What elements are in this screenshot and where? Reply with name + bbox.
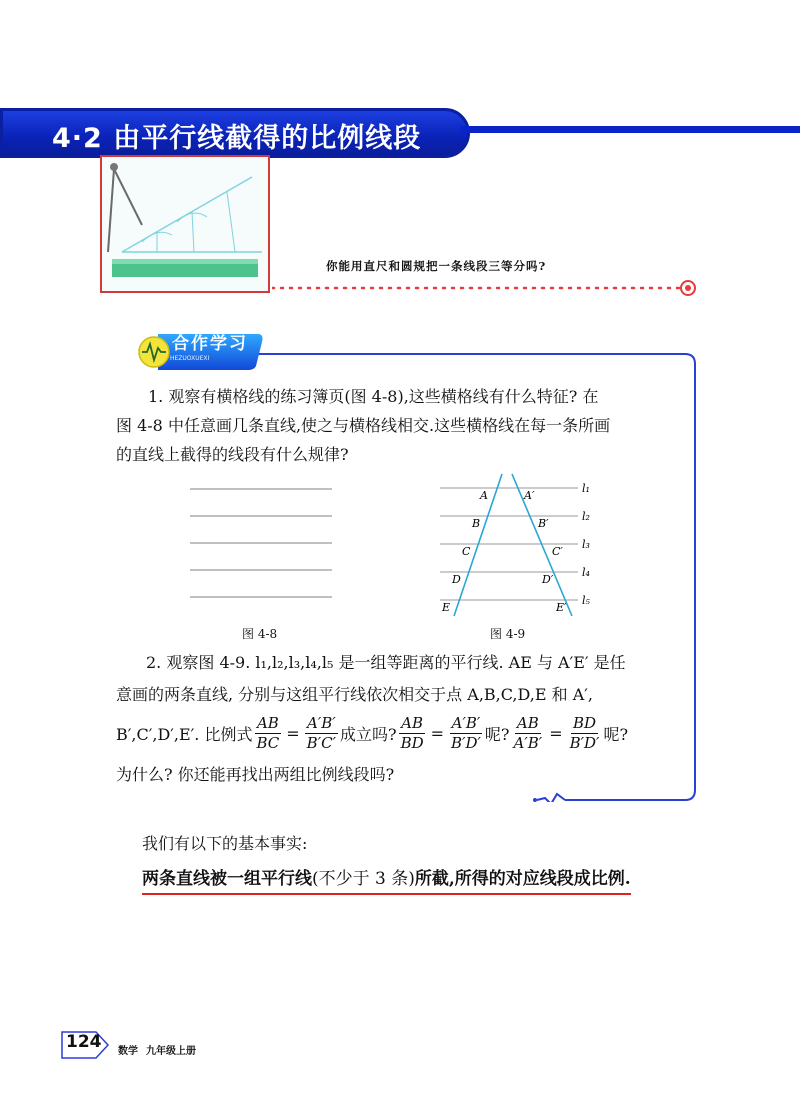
basic-fact-statement — [142, 864, 631, 895]
footer-volume: 九年级上册 — [146, 1046, 196, 1057]
intro-question: 你能用直尺和圆规把一条线段三等分吗? — [326, 259, 547, 273]
point-label: D′ — [542, 573, 554, 586]
point-label: D — [452, 573, 461, 586]
dotted-divider — [272, 286, 682, 290]
fraction-denominator: A′B′ — [513, 733, 543, 752]
point-label: C′ — [552, 545, 563, 558]
point-label: B′ — [538, 517, 549, 530]
point-label: B — [472, 517, 481, 530]
task-1-line: 的直线上截得的线段有什么规律? — [116, 445, 349, 464]
fraction — [305, 714, 338, 753]
fraction-numerator: AB — [256, 713, 279, 732]
task-2-line: 2. 观察图 4-9. l₁,l₂,l₃,l₄,l₅ 是一组等距离的平行线. AE 与 A′E′ 是任 — [146, 653, 626, 672]
fraction-denominator: B′D′ — [569, 733, 600, 752]
section-title: 4·2 由平行线截得的比例线段 — [52, 123, 422, 154]
point-label: A — [480, 489, 488, 502]
line-label: l₃ — [582, 538, 590, 551]
fraction — [399, 714, 426, 753]
task-1-line: 1. 观察有横格线的练习簿页(图 4-8),这些横格线有什么特征? 在 — [148, 387, 599, 406]
task-2-line: 为什么? 你还能再找出两组比例线段吗? — [116, 765, 395, 784]
coop-badge-subtitle: HEZUOXUEXI — [170, 355, 210, 362]
task-2-line: 意画的两条直线, 分别与这组平行线依次相交于点 A,B,C,D,E 和 A′, — [116, 685, 593, 704]
fact-text: 两条直线被一组平行线 — [142, 869, 312, 889]
task-2-text: 呢? — [603, 724, 629, 744]
figure-caption: 图 4-9 — [490, 627, 526, 641]
figure-4-8-ruled-lines — [190, 480, 335, 605]
fraction-numerator: AB — [401, 713, 424, 732]
page-number: 124 — [66, 1032, 102, 1052]
figure-caption: 图 4-8 — [242, 627, 278, 641]
task-1-line: 图 4-8 中任意画几条直线,使之与横格线相交.这些横格线在每一条所画 — [116, 416, 611, 435]
fraction-denominator: BC — [256, 733, 280, 752]
task-2-text: 成立吗? — [339, 724, 397, 744]
line-label: l₄ — [582, 566, 590, 579]
point-label: E′ — [556, 601, 567, 614]
fact-intro: 我们有以下的基本事实: — [142, 834, 308, 853]
line-label: l₅ — [582, 594, 590, 607]
title-rule — [460, 126, 800, 133]
equals-sign: = — [286, 723, 300, 743]
fraction-numerator: A′B′ — [451, 713, 481, 732]
red-target-icon — [680, 280, 696, 296]
fraction — [254, 714, 281, 753]
fraction-denominator: B′D′ — [451, 733, 481, 752]
fraction-denominator: B′C′ — [306, 733, 336, 752]
line-label: l₁ — [582, 482, 590, 495]
fraction-denominator: BD — [400, 733, 424, 752]
fraction-numerator: A′B′ — [306, 713, 336, 732]
fraction-numerator: AB — [516, 713, 539, 732]
point-label: E — [442, 601, 451, 614]
fraction — [568, 714, 602, 753]
compass-ruler-illustration — [100, 155, 270, 293]
fraction — [449, 714, 483, 753]
task-2-text: 呢? — [484, 724, 510, 744]
task-2-text: B′,C′,D′,E′. 比例式 — [116, 724, 253, 744]
fact-text: 所截,所得的对应线段成比例. — [414, 869, 631, 889]
footer-book-title: 数学 — [118, 1046, 138, 1057]
line-label: l₂ — [582, 510, 590, 523]
task-2-proportion-line — [116, 708, 628, 758]
point-label: A′ — [524, 489, 535, 502]
equals-sign: = — [430, 723, 445, 743]
task-1-text — [116, 382, 676, 469]
fraction — [512, 714, 545, 753]
fact-text: (不少于 3 条) — [312, 869, 415, 889]
point-label: C — [462, 545, 471, 558]
equals-sign: = — [549, 723, 563, 743]
figure-4-9-parallel-lines — [432, 470, 604, 620]
fraction-numerator: BD — [573, 713, 597, 732]
coop-badge-title: 合作学习 — [172, 334, 248, 354]
